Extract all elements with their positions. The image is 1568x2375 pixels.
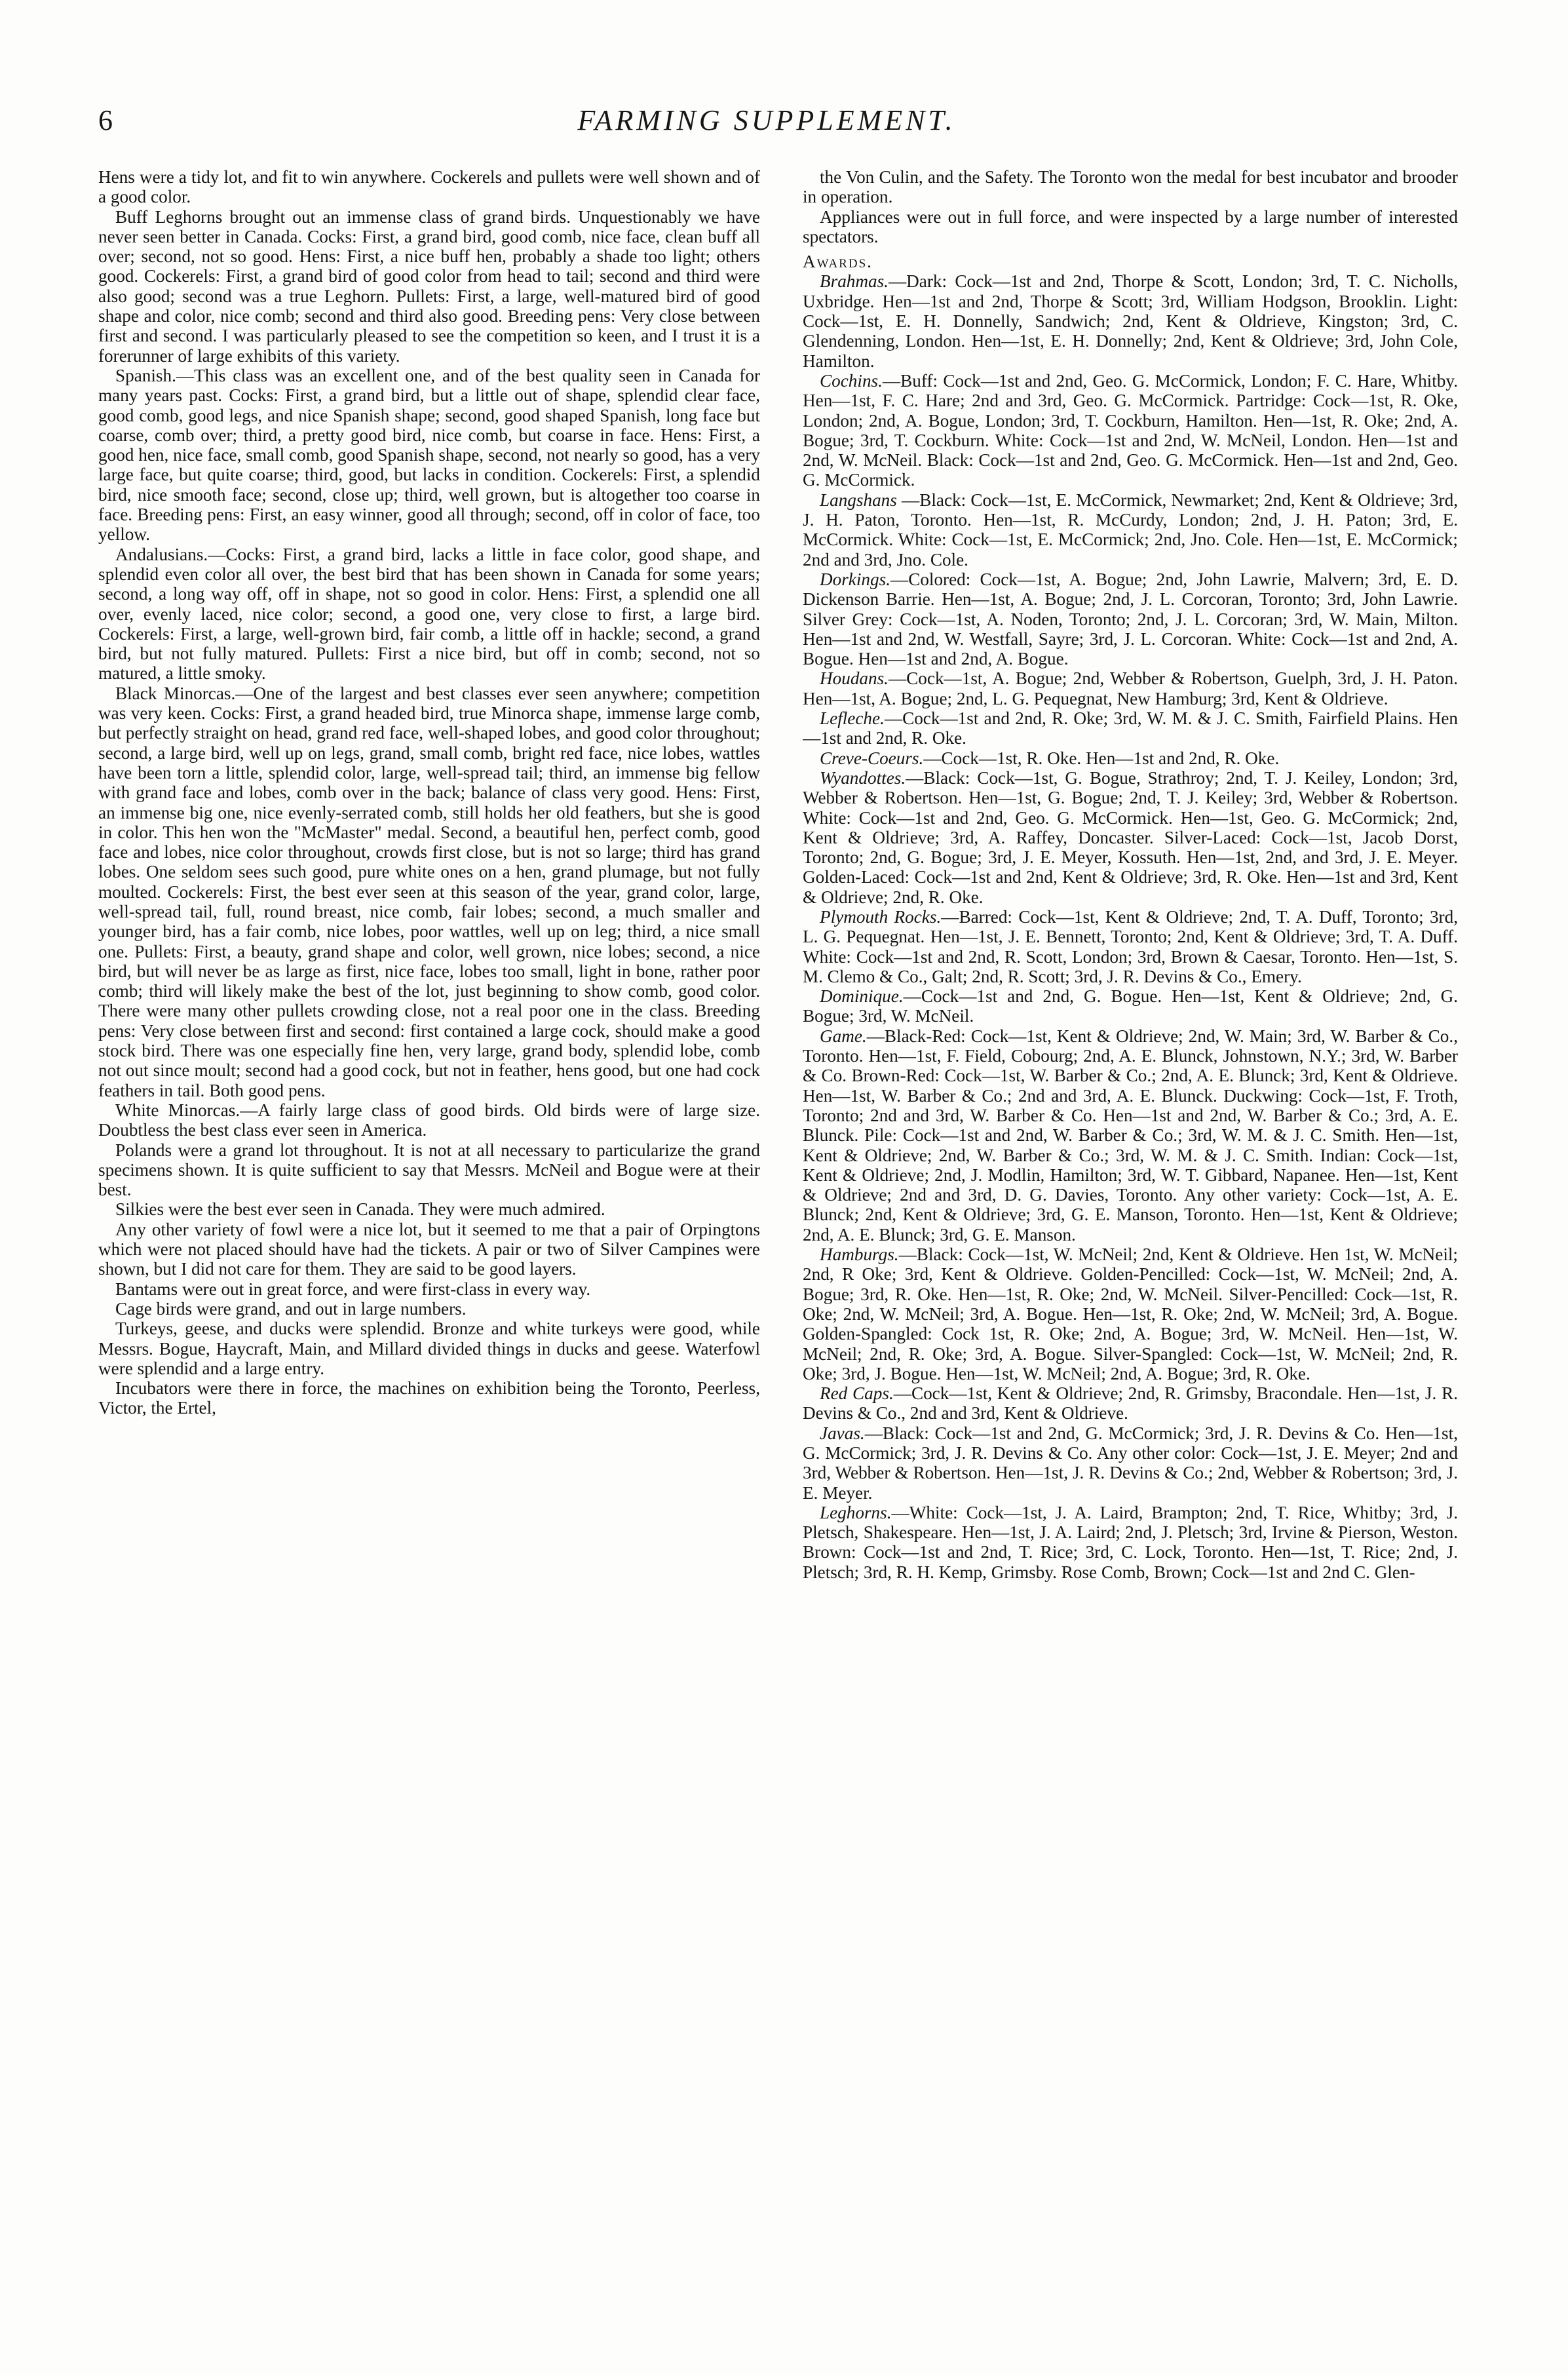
article-paragraph: Turkeys, geese, and ducks were splendid. Bronze and white turkeys were good, while Messrs. Bogue, Haycraft, Main, and Millard divided things in ducks and geese. Waterfowl were splendid and a large entry.	[98, 1319, 760, 1378]
breed-name: Wyandottes.	[820, 767, 906, 788]
running-title: FARMING SUPPLEMENT.	[577, 104, 956, 136]
breed-name: Cochins.	[820, 370, 883, 391]
intro-paragraph: Appliances were out in full force, and were inspected by a large number of interested spectators.	[803, 206, 1458, 246]
breed-name: Game.	[820, 1026, 867, 1046]
award-entry	[803, 1026, 1458, 1245]
breed-name: Brahmas.	[820, 271, 889, 292]
award-entry	[803, 1245, 1458, 1383]
article-paragraph: White Minorcas.—A fairly large class of good birds. Old birds were of large size. Doubtless the best class ever seen in America.	[98, 1100, 760, 1140]
intro-paragraph: the Von Culin, and the Safety. The Toronto won the medal for best incubator and brooder in operation.	[803, 167, 1458, 207]
breed-name: Red Caps.	[820, 1383, 894, 1404]
award-text: —Cock—1st, A. Bogue; 2nd, Webber & Robertson, Guelph, 3rd, J. H. Paton. Hen—1st, A. Bogue; 2nd, L. G. Pequegnat, New Hamburg; 3rd, Kent & Oldrieve.	[803, 668, 1458, 708]
breed-name: Javas.	[820, 1423, 865, 1443]
award-text: —Dark: Cock—1st and 2nd, Thorpe & Scott, London; 3rd, T. C. Nicholls, Uxbridge. Hen—1st and 2nd, Thorpe & Scott; 3rd, William Hodgson, Brooklin. Light: Cock—1st, E. H. Donnelly, Sandwich; 2nd, Kent & Oldrieve, Kingston; 3rd, C. Glendenning, London. Hen—1st, E. H. Donnelly; 2nd, Kent & Oldrieve; 3rd, John Cole, Hamilton.	[803, 271, 1458, 371]
breed-name: Dominique.	[820, 986, 904, 1007]
article-paragraph: Spanish.—This class was an excellent one, and of the best quality seen in Canada for many years past. Cocks: First, a grand bird, but a little out of shape, splendid clear face, good comb, good legs, and nice Spanish shape; second, good shaped Spanish, long face but coarse, comb over; third, a pretty good bird, nice comb, but coarse in face. Hens: First, a good hen, nice face, small comb, good Spanish shape, second, not nearly so good, has a very large face, but quite coarse; third, good, but lacks in condition. Cockerels: First, a splendid bird, nice smooth face; second, close up; third, well grown, but is altogether too coarse in face. Breeding pens: First, an easy winner, good all through; second, off in color of face, too yellow.	[98, 365, 760, 545]
breed-name: Houdans.	[820, 668, 889, 689]
breed-name: Lefleche.	[820, 708, 885, 729]
award-text: —Black: Cock—1st, E. McCormick, Newmarket; 2nd, Kent & Oldrieve; 3rd, J. H. Paton, Toronto. Hen—1st, R. McCurdy, London; 2nd, J. H. Paton; 3rd, E. McCormick. White: Cock—1st, E. McCormick; 2nd, Jno. Cole. Hen—1st, E. McCormick; 2nd and 3rd, Jno. Cole.	[803, 490, 1458, 570]
award-entry	[803, 907, 1458, 986]
article-paragraph: Silkies were the best ever seen in Canada. They were much admired.	[115, 1199, 605, 1220]
right-column	[803, 167, 1458, 2343]
page-header	[98, 98, 1435, 157]
breed-name: Langshans	[820, 490, 897, 510]
award-entry	[803, 371, 1458, 490]
award-text: —Cock—1st and 2nd, R. Oke; 3rd, W. M. & J. C. Smith, Fairfield Plains. Hen—1st and 2nd, R. Oke.	[803, 708, 1458, 748]
award-entry	[803, 986, 1458, 1026]
award-text: —Cock—1st and 2nd, G. Bogue. Hen—1st, Kent & Oldrieve; 2nd, G. Bogue; 3rd, W. McNeil.	[803, 986, 1458, 1026]
award-text: —Black: Cock—1st and 2nd, G. McCormick; 3rd, J. R. Devins & Co. Hen—1st, G. McCormick; 3rd, J. R. Devins & Co. Any other color: Cock—1st, J. E. Meyer; 2nd and 3rd, Webber & Robertson. Hen—1st, J. R. Devins & Co.; 2nd, Webber & Robertson; 3rd, J. E. Meyer.	[803, 1423, 1458, 1503]
award-entry	[803, 1383, 1458, 1423]
left-column	[98, 167, 760, 2343]
article-paragraph: Buff Leghorns brought out an immense class of grand birds. Unquestionably we have never seen better in Canada. Cocks: First, a grand bird, good comb, nice face, clean buff all over; second, not so good. Hens: First, a nice buff hen, probably a shade too light; others good. Cockerels: First, a grand bird of good color from head to tail; second and third were also good; second was a true Leghorn. Pullets: First, a large, well-matured bird of good shape and color, nice comb; second and third also good. Breeding pens: Very close between first and second. I was particularly pleased to see the competition so keen, and I trust it is a forerunner of large exhibits of this variety.	[98, 206, 760, 366]
awards-list	[803, 271, 1458, 1582]
award-text: —White: Cock—1st, J. A. Laird, Brampton; 2nd, T. Rice, Whitby; 3rd, J. Pletsch, Shakespeare. Hen—1st, J. A. Laird; 2nd, J. Pletsch; 3rd, Irvine & Pierson, Weston. Brown: Cock—1st and 2nd, T. Rice; 3rd, C. Lock, Toronto. Hen—1st, T. Rice; 2nd, J. Pletsch; 3rd, R. H. Kemp, Grimsby. Rose Comb, Brown; Cock—1st and 2nd C. Glen-	[803, 1502, 1458, 1582]
award-entry	[803, 1503, 1458, 1582]
award-entry	[803, 1423, 1458, 1503]
award-entry	[803, 271, 1458, 370]
article-paragraph: Andalusians.—Cocks: First, a grand bird, lacks a little in face color, good shape, and splendid even color all over, the best bird that has been shown in Canada for some years; second, a long way off, off in shape, not so good in color. Hens: First, a splendid one all over, evenly laced, nice color; second, a good one, very close to first, a large bird. Cockerels: First, a large, well-grown bird, fair comb, a little off in hackle; second, a grand bird, but not fully matured. Pullets: First a nice bird, but off in comb; second, not so matured, a little smoky.	[98, 544, 760, 684]
awards-heading: Awards.	[803, 252, 873, 272]
breed-name: Plymouth Rocks.	[820, 906, 942, 927]
award-entry	[803, 708, 1458, 748]
award-text: —Colored: Cock—1st, A. Bogue; 2nd, John Lawrie, Malvern; 3rd, E. D. Dickenson Barrie. Hen—1st, A. Bogue; 2nd, J. L. Corcoran, Toronto; 3rd, John Lawrie. Silver Grey: Cock—1st, A. Noden, Toronto; 2nd, J. L. Corcoran; 3rd, W. Main, Milton. Hen—1st and 2nd, W. Westfall, Sayre; 3rd, J. L. Corcoran. White: Cock—1st and 2nd, A. Bogue. Hen—1st and 2nd, A. Bogue.	[803, 569, 1458, 669]
award-text: —Barred: Cock—1st, Kent & Oldrieve; 2nd, T. A. Duff, Toronto; 3rd, L. G. Pequegnat. Hen—1st, J. E. Bennett, Toronto; 2nd, Kent & Oldrieve; 3rd, T. A. Duff. White: Cock—1st and 2nd, R. Scott, London; 3rd, Brown & Caesar, Toronto. Hen—1st, S. M. Clemo & Co., Galt; 2nd, R. Scott; 3rd, J. R. Devins & Co., Emery.	[803, 906, 1458, 986]
award-text: —Cock—1st, Kent & Oldrieve; 2nd, R. Grimsby, Bracondale. Hen—1st, J. R. Devins & Co., 2nd and 3rd, Kent & Oldrieve.	[803, 1383, 1458, 1423]
breed-name: Creve-Coeurs.	[820, 748, 924, 768]
award-entry	[803, 768, 1458, 907]
award-entry	[803, 490, 1458, 570]
article-paragraph: Bantams were out in great force, and were first-class in every way.	[115, 1279, 591, 1299]
article-paragraph: Hens were a tidy lot, and fit to win anywhere. Cockerels and pullets were well shown and of a good color.	[98, 167, 760, 207]
award-text: —Black-Red: Cock—1st, Kent & Oldrieve; 2nd, W. Main; 3rd, W. Barber & Co., Toronto. Hen—1st, F. Field, Cobourg; 2nd, A. E. Blunck, Johnstown, N.Y.; 3rd, W. Barber & Co. Brown-Red: Cock—1st, W. Barber & Co.; 2nd, A. E. Blunck; 3rd, Kent & Oldrieve. Hen—1st, W. Barber & Co.; 2nd and 3rd, A. E. Blunck. Duckwing: Cock—1st, F. Troth, Toronto; 2nd and 3rd, W. Barber & Co. Hen—1st and 2nd, W. Barber & Co.; 3rd, A. E. Blunck. Pile: Cock—1st and 2nd, W. Barber & Co.; 3rd, W. M. & J. C. Smith. Hen—1st, Kent & Oldrieve; 2nd, W. Barber & Co.; 3rd, W. M. & J. C. Smith. Indian: Cock—1st, Kent & Oldrieve; 2nd, J. Modlin, Hamilton; 3rd, W. T. Gibbard, Napanee. Hen—1st, Kent & Oldrieve; 2nd and 3rd, D. G. Davies, Toronto. Any other variety: Cock—1st, A. E. Blunck; 2nd, Kent & Oldrieve; 3rd, G. E. Manson, Toronto. Hen—1st, Kent & Oldrieve; 2nd, A. E. Blunck; 3rd, G. E. Manson.	[803, 1026, 1458, 1245]
award-entry	[803, 748, 1458, 768]
article-paragraph: Incubators were there in force, the machines on exhibition being the Toronto, Peerless, Victor, the Ertel,	[98, 1378, 760, 1418]
breed-name: Leghorns.	[820, 1502, 892, 1522]
page-number: 6	[98, 104, 113, 136]
breed-name: Hamburgs.	[820, 1245, 899, 1265]
article-paragraph: Cage birds were grand, and out in large numbers.	[115, 1298, 467, 1319]
article-paragraph: Any other variety of fowl were a nice lot, but it seemed to me that a pair of Orpingtons which were not placed should have had the tickets. A pair or two of Silver Campines were shown, but I did not care for them. They are said to be good layers.	[98, 1219, 760, 1279]
award-text: —Buff: Cock—1st and 2nd, Geo. G. McCormick, London; F. C. Hare, Whitby. Hen—1st, F. C. Hare; 2nd and 3rd, Geo. G. McCormick. Partridge: Cock—1st, R. Oke, London; 2nd, A. Bogue, London; 3rd, T. Cockburn, Hamilton. Hen—1st, R. Oke; 2nd, A. Bogue; 3rd, T. Cockburn. White: Cock—1st and 2nd, W. McNeil, London. Hen—1st and 2nd, W. McNeil. Black: Cock—1st and 2nd, Geo. G. McCormick. Hen—1st and 2nd, Geo. G. McCormick.	[803, 370, 1458, 490]
breed-name: Dorkings.	[820, 569, 890, 589]
award-text: —Black: Cock—1st, W. McNeil; 2nd, Kent & Oldrieve. Hen 1st, W. McNeil; 2nd, R Oke; 3rd, Kent & Oldrieve. Golden-Pencilled: Cock—1st, W. McNeil; 2nd, A. Bogue; 3rd, R. Oke. Hen—1st, R. Oke; 2nd, W. McNeil. Silver-Pencilled: Cock—1st, R. Oke; 2nd, W. McNeil; 3rd, A. Bogue. Hen—1st, R. Oke; 2nd, W. McNeil; 3rd, A. Bogue. Golden-Spangled: Cock 1st, R. Oke; 2nd, A. Bogue; 3rd, W. McNeil. Hen—1st, W. McNeil; 2nd, R. Oke; 3rd, A. Bogue. Silver-Spangled: Cock—1st, W. McNeil; 2nd, R. Oke; 3rd, J. Bogue. Hen—1st, W. McNeil; 2nd, A. Bogue; 3rd, R. Oke.	[803, 1245, 1458, 1383]
award-text: —Black: Cock—1st, G. Bogue, Strathroy; 2nd, T. J. Keiley, London; 3rd, Webber & Robertson. Hen—1st, G. Bogue; 2nd, T. J. Keiley; 3rd, Webber & Robertson. White: Cock—1st and 2nd, Geo. G. McCormick. Hen—1st, Geo. G. McCormick; 2nd, Kent & Oldrieve; 3rd, A. Raffey, Doncaster. Silver-Laced: Cock—1st, Jacob Dorst, Toronto; 2nd, G. Bogue; 3rd, J. E. Meyer, Kossuth. Hen—1st, 2nd, and 3rd, J. E. Meyer. Golden-Laced: Cock—1st and 2nd, Kent & Oldrieve; 3rd, R. Oke. Hen—1st and 3rd, Kent & Oldrieve; 2nd, R. Oke.	[803, 767, 1458, 907]
article-paragraph: Polands were a grand lot throughout. It is not at all necessary to particularize the grand specimens shown. It is quite sufficient to say that Messrs. McNeil and Bogue were at their best.	[98, 1140, 760, 1200]
award-entry	[803, 570, 1458, 668]
award-entry	[803, 668, 1458, 708]
award-text: —Cock—1st, R. Oke. Hen—1st and 2nd, R. Oke.	[923, 748, 1280, 768]
article-paragraph: Black Minorcas.—One of the largest and best classes ever seen anywhere; competition was very keen. Cocks: First, a grand headed bird, true Minorca shape, immense large comb, but perfectly straight on head, grand red face, well-shaped lobes, and good color throughout; second, a large bird, well up on legs, grand, small comb, bright red face, nice lobes, wattles have been torn a little, splendid color, large, well-spread tail; third, an immense big fellow with grand face and lobes, comb over in the back; balance of class very good. Hens: First, an immense big one, nice evenly-serrated comb, still holds her old feathers, but she is good in color. This hen won the "McMaster" medal. Second, a beautiful hen, perfect comb, good face and lobes, nice color throughout, crowds first close, but is not so large; third has grand lobes. One seldom sees such good, pure white ones on a hen, grand plumage, but not fully moulted. Cockerels: First, the best ever seen at this season of the year, grand color, large, well-spread tail, full, round breast, nice comb, fair lobes; second, a much smaller and younger bird, has a fair comb, nice lobes, poor wattles, well up on leg; third, a nice small one. Pullets: First, a beauty, grand shape and color, well grown, nice lobes; second, a nice bird, but will never be as large as first, nice face, lobes too small, light in bone, rather poor comb; third will likely make the best of the lot, just beginning to show comb, good color. There were many other pullets crowding close, not a real poor one in the class. Breeding pens: Very close between first and second: first contained a large cock, should make a good stock bird. There was one especially fine hen, very large, grand body, splendid lobe, comb not out since moult; second had a good cock, but not in feather, hens good, but one had cock feathers in tail. Both good pens.	[98, 683, 760, 1100]
